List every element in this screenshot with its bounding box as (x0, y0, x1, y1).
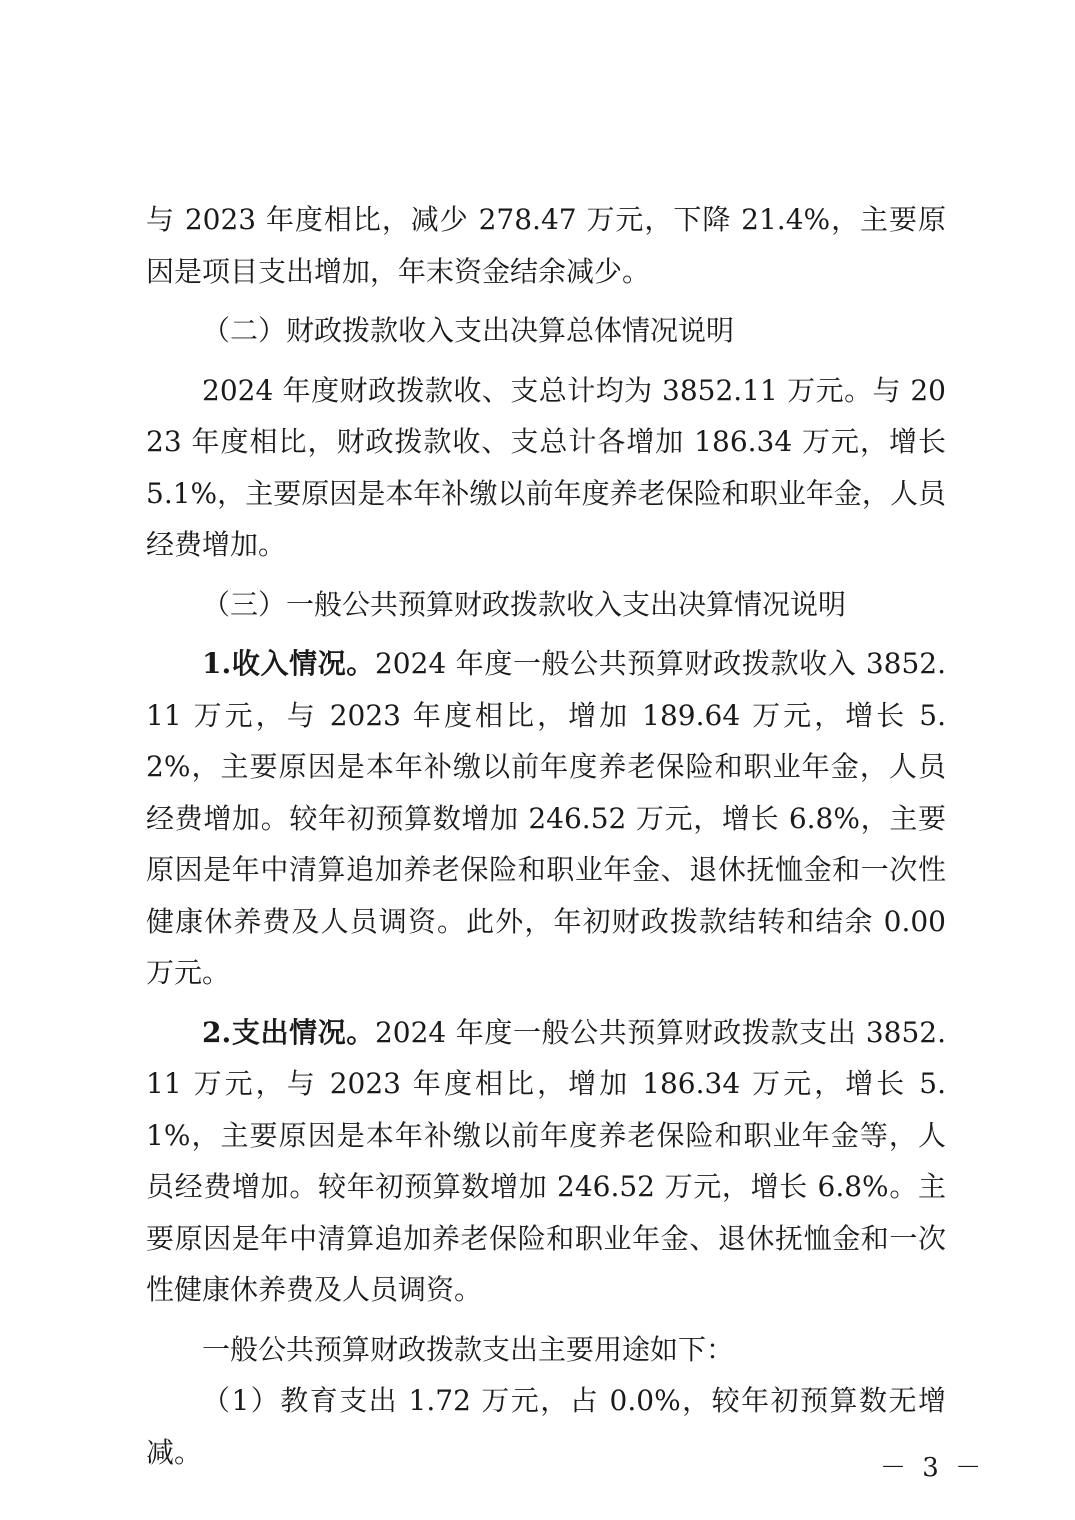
section-2-paragraph: 2024 年度财政拨款收、支总计均为 3852.11 万元。与 2023 年度相比，财政拨款收、支总计各增加 186.34 万元，增长 5.1%，主要原因是本年补缴以前年度养老保险和职业年金，人员经费增加。 (146, 373, 946, 561)
income-lead: 1.收入情况。 (202, 647, 375, 680)
continuation-paragraph: 与 2023 年度相比，减少 278.47 万元，下降 21.4%，主要原因是项目支出增加，年末资金结余减少。 (146, 203, 946, 288)
section-3-heading: （三）一般公共预算财政拨款收入支出决算情况说明 (202, 587, 847, 621)
expenditure-lead: 2.支出情况。 (202, 1015, 375, 1049)
uses-intro-paragraph: 一般公共预算财政拨款支出主要用途如下： (202, 1332, 735, 1366)
income-paragraph (146, 638, 946, 999)
expenditure-paragraph (146, 1007, 946, 1316)
section-2-heading: （二）财政拨款收入支出决算总体情况说明 (202, 314, 735, 347)
income-text: 2024 年度一般公共预算财政拨款收入 3852.11 万元，与 2023 年度相比，增加 189.64 万元，增长 5.2%，主要原因是本年补缴以前年度养老保险和职业年金，人员经费增加。较年初预算数增加 246.52 万元，增长 6.8%，主要原因是年中清算追加养老保险和职业年金、退休抚恤金和一次性健康休养费及人员调资。此外，年初财政拨款结转和结余 0.00 万元。 (146, 647, 947, 989)
document-body (146, 194, 946, 1478)
page-number: － 3 － (880, 1453, 986, 1483)
education-item-paragraph: （1）教育支出 1.72 万元，占 0.0%，较年初预算数无增减。 (146, 1384, 946, 1469)
expenditure-text: 2024 年度一般公共预算财政拨款支出 3852.11 万元，与 2023 年度相比，增加 186.34 万元，增长 5.1%，主要原因是本年补缴以前年度养老保险和职业年金等，人员经费增加。较年初预算数增加 246.52 万元，增长 6.8%。主要原因是年中清算追加养老保险和职业年金、退休抚恤金和一次性健康休养费及人员调资。 (146, 1015, 947, 1306)
